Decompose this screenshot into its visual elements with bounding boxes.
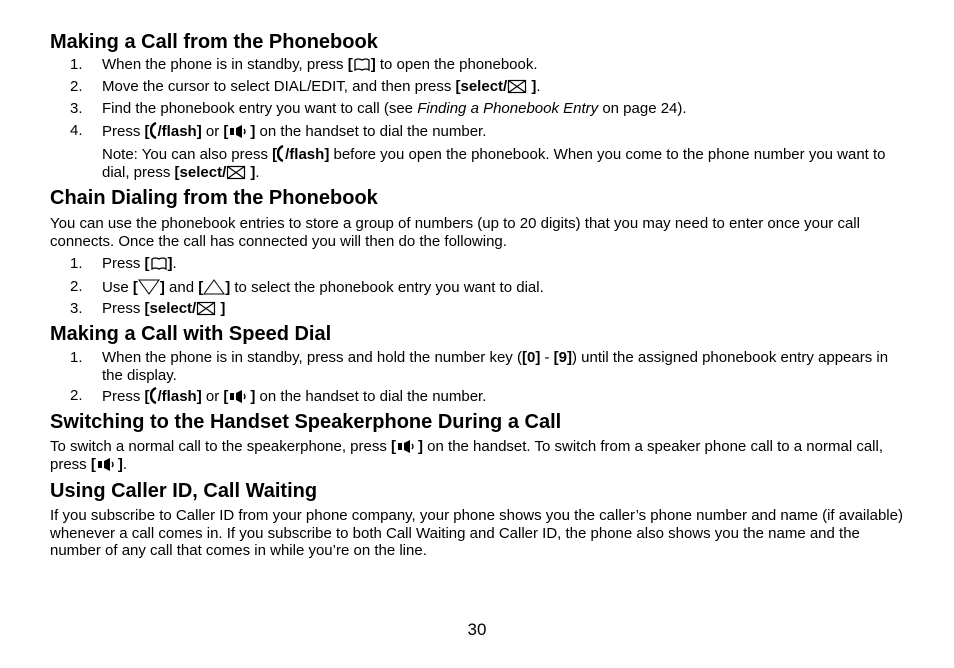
envelope-icon bbox=[226, 165, 246, 180]
up-key: [ ] bbox=[198, 279, 231, 296]
heading-speakerphone: Switching to the Handset Speakerphone During a Call bbox=[50, 411, 562, 433]
down-arrow-icon bbox=[138, 278, 160, 295]
speaker-key: [ ] bbox=[223, 388, 256, 405]
caller-id-text: If you subscribe to Caller ID from your phone company, your phone shows you the caller’s phone number and name (if available) whenever a call comes in. If you subscribe to both Call Waiting and Caller ID, the phone also shows you the name and the number of any call that comes in while you’re on the line. bbox=[50, 507, 903, 559]
heading-phonebook-call: Making a Call from the Phonebook bbox=[50, 31, 378, 53]
speaker-key: [ ] bbox=[90, 455, 123, 473]
talk-flash-key: [ /flash] bbox=[144, 388, 202, 405]
speaker-icon bbox=[96, 457, 118, 472]
select-key: [select/ ] bbox=[455, 78, 537, 95]
phonebook-icon bbox=[353, 57, 371, 72]
chain-dialing-intro: You can use the phonebook entries to store a group of numbers (up to 20 digits) that you may need to enter once your call connects. Once the call has connected you will then do the following. bbox=[50, 215, 860, 250]
handset-icon bbox=[277, 145, 285, 162]
speaker-icon bbox=[228, 124, 250, 139]
select-key: [select/ ] bbox=[144, 300, 226, 317]
heading-caller-id: Using Caller ID, Call Waiting bbox=[50, 480, 318, 502]
note-text: Note: You can also press [ /flash] before you open the phonebook. When you come to the phone number you want to dial, press [select/ ]. bbox=[102, 146, 886, 181]
talk-flash-key: [ /flash] bbox=[144, 123, 202, 140]
heading-chain-dialing: Chain Dialing from the Phonebook bbox=[50, 187, 378, 209]
down-key: [ ] bbox=[132, 279, 165, 296]
phonebook-key: [ ] bbox=[347, 56, 376, 73]
phonebook-icon bbox=[150, 256, 168, 271]
envelope-icon bbox=[196, 301, 216, 316]
speaker-key: [ ] bbox=[391, 438, 424, 455]
speaker-key: [ ] bbox=[223, 123, 256, 140]
key-0: [0] bbox=[521, 349, 541, 366]
phonebook-key: [ ] bbox=[144, 255, 173, 272]
heading-speed-dial: Making a Call with Speed Dial bbox=[50, 323, 332, 345]
page-number: 30 bbox=[467, 620, 487, 639]
speaker-icon bbox=[396, 439, 418, 454]
envelope-icon bbox=[507, 79, 527, 94]
select-key: [select/ ] bbox=[174, 163, 256, 181]
up-arrow-icon bbox=[203, 278, 225, 295]
handset-icon bbox=[150, 387, 158, 404]
handset-icon bbox=[150, 122, 158, 139]
talk-flash-key: [ /flash] bbox=[272, 146, 330, 163]
speaker-icon bbox=[228, 389, 250, 404]
speakerphone-text: To switch a normal call to the speakerphone, press [ ] on the handset. To switch from a speaker phone call to a normal call, press [ ]. bbox=[50, 438, 883, 473]
key-9: [9] bbox=[553, 349, 573, 366]
